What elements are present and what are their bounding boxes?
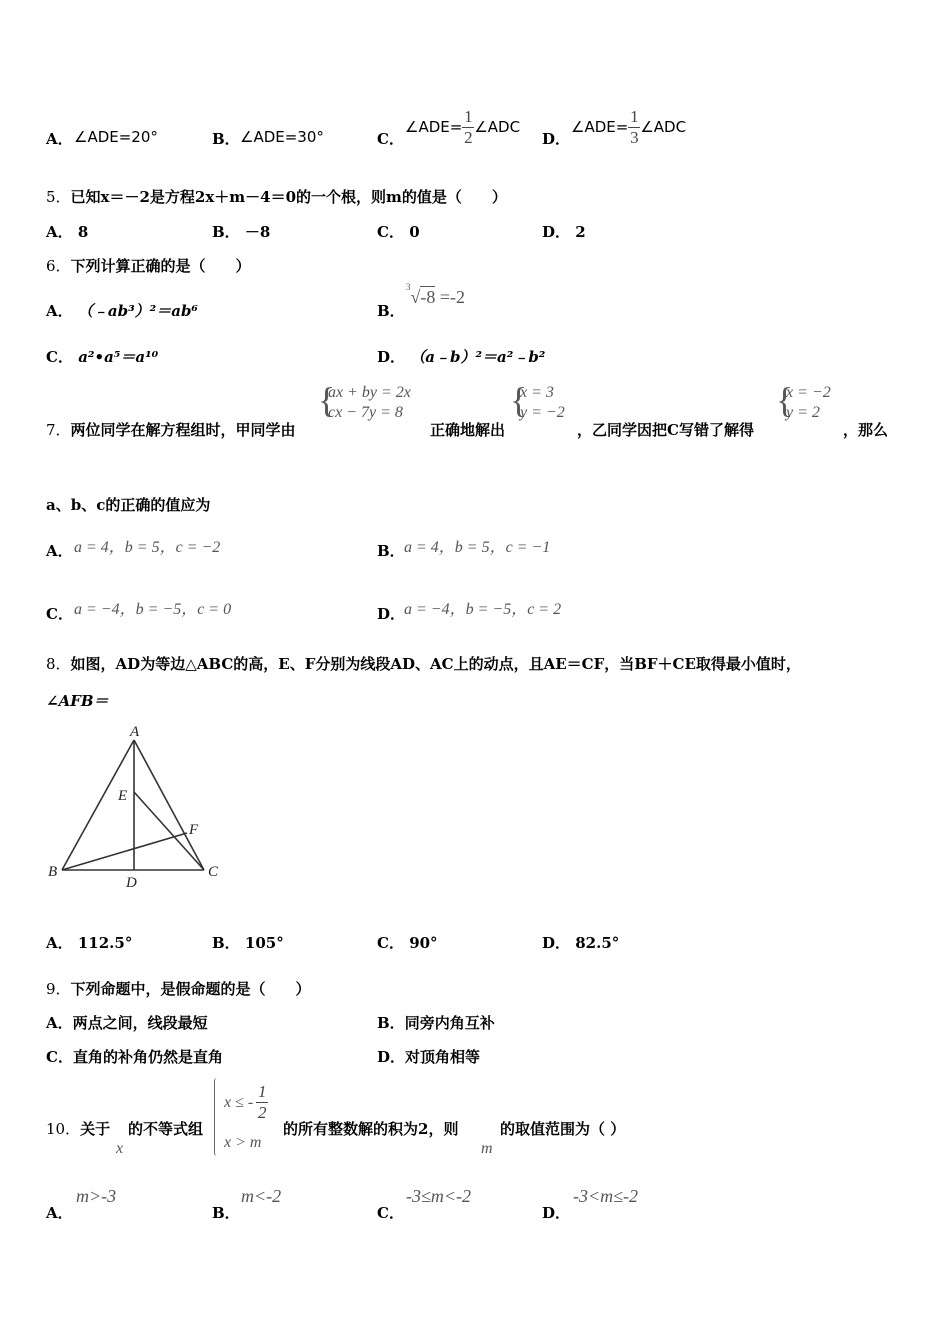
q10-option-b: B．: [212, 1204, 240, 1222]
q10-text-c: 的所有整数解的积为2，则: [283, 1120, 459, 1138]
q5-stem: [46, 186, 507, 207]
q6-b-radicand: -8: [420, 287, 436, 307]
q7-system2-eq1: x = 3: [520, 384, 554, 401]
q7-system1-brace: {: [318, 380, 336, 420]
q4-c-pre: ∠ADE=: [405, 118, 463, 136]
q7-system2-brace: {: [510, 380, 528, 420]
q8-number: 8．: [46, 655, 71, 673]
q6-text: 下列计算正确的是（ ）: [70, 257, 251, 275]
label-f: F: [189, 822, 199, 838]
q7-line2: a、b、c的正确的值应为: [46, 496, 211, 514]
q9-text: 下列命题中，是假命题的是（ ）: [70, 980, 311, 998]
q10-ineq1-frac: $\frac{1}{2}$: [257, 1082, 267, 1122]
q6-b-index: 3: [406, 282, 411, 292]
q7-option-b-text: a = 4，b = 5，c = −1: [404, 539, 551, 556]
q7-system3: [786, 383, 831, 423]
q7-system1: [328, 383, 411, 423]
label-a: A: [130, 724, 140, 740]
q4-option-b-text: ∠ADE=30°: [240, 128, 324, 146]
q7-system2-eq2: y = −2: [520, 404, 565, 421]
q9-option-b: B．同旁内角互补: [377, 1014, 495, 1032]
q10-brace: [214, 1078, 217, 1156]
q7-text-d: ，那么: [843, 421, 889, 439]
q6-option-b: B．: [377, 302, 405, 320]
q9-option-d: D．对顶角相等: [377, 1048, 481, 1066]
q6-option-d: D． （a﹣b）²＝a²﹣b²: [377, 348, 546, 366]
q7-system1-eq1: ax + by = 2x: [328, 384, 411, 401]
q4-c-fraction: [462, 107, 474, 148]
q10-ineq2: x > m: [224, 1134, 262, 1151]
q8-line2: ∠AFB＝: [46, 692, 109, 710]
q4-option-d-expr: [571, 102, 686, 152]
q5-number: 5．: [46, 188, 71, 206]
q7-system3-eq2: y = 2: [786, 404, 820, 421]
q5-option-a: A． 8: [46, 223, 89, 241]
q4-option-a: A．: [46, 130, 73, 148]
q10-option-d-text: -3<m≤-2: [573, 1186, 639, 1206]
q6-b-rest: =-2: [435, 287, 466, 307]
side-ac: [134, 740, 204, 870]
label-b: B: [48, 864, 58, 880]
q10-option-d: D．: [542, 1204, 571, 1222]
q7-option-d-text: a = −4，b = −5，c = 2: [404, 601, 562, 618]
q8-triangle-figure: [40, 718, 230, 898]
q9-option-a: A．两点之间，线段最短: [46, 1014, 208, 1032]
q10-option-c: C．: [377, 1204, 404, 1222]
q4-option-c: C．: [377, 130, 404, 148]
segment-bf: [62, 833, 187, 870]
q7-text-c: ，乙同学因把C写错了解得: [577, 421, 754, 439]
q4-option-b: B．: [212, 130, 240, 148]
q5-option-d: D． 2: [542, 223, 586, 241]
q10-number: 10．: [46, 1120, 81, 1138]
label-d: D: [126, 875, 137, 891]
q7-number: 7．: [46, 421, 71, 439]
q4-c-post: ∠ADC: [474, 118, 521, 136]
q8-text: 如图，AD为等边△ABC的高，E、F分别为线段AD、AC上的动点，且AE＝CF，当BF＋CE取得最小值时，: [70, 655, 801, 673]
q4-d-post: ∠ADC: [640, 118, 687, 136]
q10-var-x: x: [116, 1140, 124, 1157]
q8-option-d: D． 82.5°: [542, 934, 620, 952]
q4-d-pre: ∠ADE=: [571, 118, 629, 136]
q4-c-den: 2: [464, 127, 473, 147]
q10-option-a-text: m>-3: [76, 1186, 117, 1206]
q4-d-den: 3: [630, 127, 639, 147]
q10-var-m: m: [481, 1140, 493, 1157]
q4-option-c-expr: [405, 102, 520, 152]
q7-system3-eq1: x = −2: [786, 384, 831, 401]
q7-option-d: D．: [377, 605, 406, 623]
q6-number: 6．: [46, 257, 71, 275]
q7-text-b: 正确地解出: [430, 421, 506, 439]
q6-stem: [46, 255, 251, 276]
q8-option-a: A． 112.5°: [46, 934, 133, 952]
q7-option-c: C．: [46, 605, 73, 623]
q5-text: 已知x＝－2是方程2x＋m－4＝0的一个根，则m的值是（ ）: [70, 188, 507, 206]
q4-d-num: 1: [630, 106, 639, 126]
q10-ineq1: [224, 1082, 268, 1123]
q7-option-c-text: a = −4，b = −5，c = 0: [74, 601, 232, 618]
q7-system2: [520, 383, 565, 423]
q7-stem-part1: [46, 419, 296, 440]
q10-option-b-text: m<-2: [241, 1186, 282, 1206]
side-ab: [62, 740, 134, 870]
q7-system1-eq2: cx − 7y = 8: [328, 404, 403, 421]
q5-option-c: C． 0: [377, 223, 420, 241]
q8-option-c: C． 90°: [377, 934, 438, 952]
q4-c-num: 1: [464, 106, 473, 126]
q9-stem: [46, 978, 311, 999]
label-c: C: [208, 864, 219, 880]
q7-option-a: A．: [46, 542, 73, 560]
q10-option-c-text: -3≤m<-2: [406, 1186, 472, 1206]
q7-system3-brace: {: [776, 380, 794, 420]
q4-option-a-text: ∠ADE=20°: [74, 128, 158, 146]
q7-option-a-text: a = 4，b = 5，c = −2: [74, 539, 221, 556]
q6-option-a: A． （﹣ab³）²＝ab⁶: [46, 302, 198, 320]
q10-text-a: 关于: [80, 1120, 111, 1138]
q10-text-b: 的不等式组: [128, 1120, 204, 1138]
q4-d-fraction: [628, 107, 640, 148]
q9-number: 9．: [46, 980, 71, 998]
q5-option-b: B． －8: [212, 223, 271, 241]
q7-option-b: B．: [377, 542, 405, 560]
q6-option-b-expr: $^3$√-8 =-2: [406, 282, 466, 307]
q6-option-c: C． a²•a⁵＝a¹⁰: [46, 348, 159, 366]
q7-text-a: 两位同学在解方程组时，甲同学由: [70, 421, 296, 439]
q10-stem-part1: [46, 1118, 110, 1139]
q4-option-d: D．: [542, 130, 571, 148]
q10-ineq1-pre: x ≤ -: [224, 1093, 254, 1111]
q8-option-b: B． 105°: [212, 934, 284, 952]
q10-option-a: A．: [46, 1204, 73, 1222]
q9-option-c: C．直角的补角仍然是直角: [46, 1048, 223, 1066]
q10-text-d: 的取值范围为（ ）: [500, 1120, 626, 1138]
q8-stem: [46, 653, 801, 674]
label-e: E: [118, 788, 128, 804]
